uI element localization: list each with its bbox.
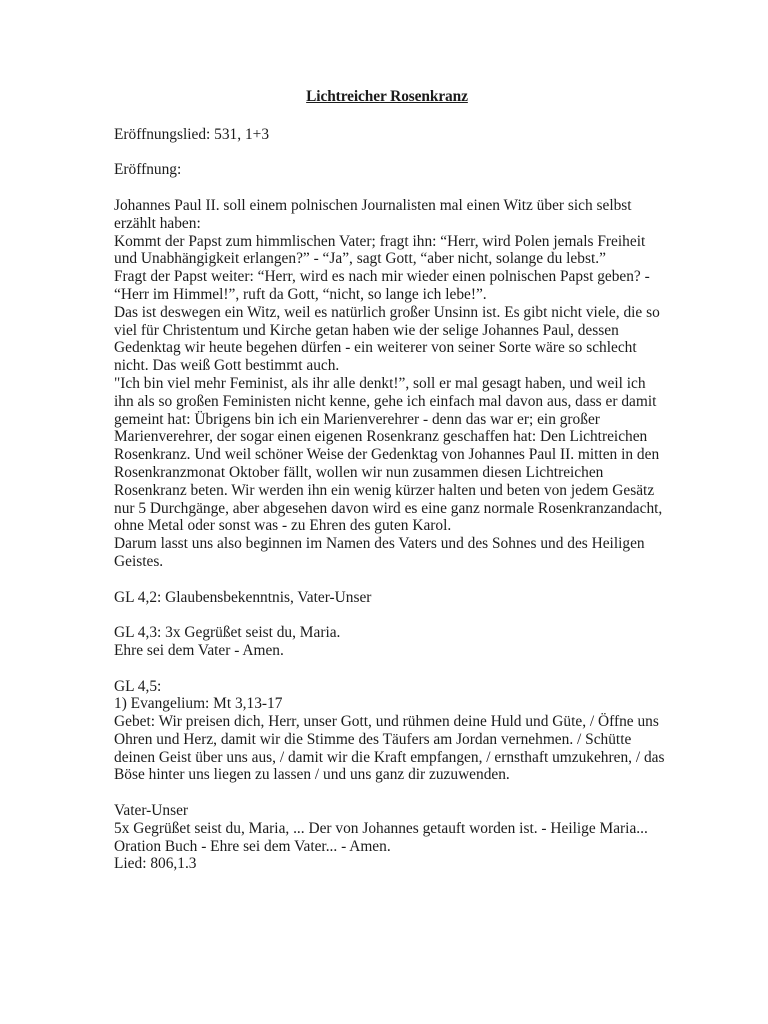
paragraph-block (114, 161, 660, 179)
text-line: Böse hinter uns liegen zu lassen / und uns ganz dir zuzuwenden. (114, 766, 510, 784)
paragraph-block (114, 677, 665, 785)
paragraph-block (114, 802, 660, 873)
text-line: Vater-Unser (114, 802, 189, 820)
text-line: Johannes Paul II. soll einem polnischen Journalisten mal einen Witz über sich selbst (114, 196, 632, 214)
text-line: Rosenkranz beten. Wir werden ihn ein wenig kürzer halten und beten von jedem Gesätz (114, 481, 655, 499)
text-line: und Unabhängigkeit erlangen?” - “Ja”, sagt Gott, “aber nicht, solange du lebst.” (114, 250, 606, 268)
text-line: Das ist deswegen ein Witz, weil es natürlich großer Unsinn ist. Es gibt nicht viele, die so (114, 303, 660, 321)
text-line: erzählt haben: (114, 214, 201, 232)
document-body (114, 125, 665, 873)
paragraph-block (114, 126, 660, 144)
paragraph-block (114, 624, 660, 660)
document-page (114, 88, 665, 891)
text-line: Rosenkranzmonat Oktober fällt, wollen wir nun zusammen diesen Lichtreichen (114, 463, 604, 481)
text-line: gemeint hat: Übrigens bin ich ein Marienverehrer - denn das war er; ein großer (114, 410, 600, 428)
text-line: Gebet: Wir preisen dich, Herr, unser Gott, und rühmen deine Huld und Güte, / Öffne uns (114, 713, 659, 731)
text-line: Lied: 806,1.3 (114, 855, 197, 873)
text-line: "Ich bin viel mehr Feminist, als ihr alle denkt!”, soll er mal gesagt haben, und weil ich (114, 374, 646, 392)
paragraph-block (114, 589, 660, 607)
text-line: Fragt der Papst weiter: “Herr, wird es nach mir wieder einen polnischen Papst geben? - (114, 268, 650, 286)
text-line: GL 4,5: (114, 677, 162, 695)
text-line: Gedenktag wir heute begehen dürfen - ein weiterer von seiner Sorte wäre so schlecht (114, 339, 637, 357)
text-line: “Herr im Himmel!”, ruft da Gott, “nicht, so lange ich lebe!”. (114, 285, 487, 303)
text-line: Marienverehrer, der sogar einen eigenen Rosenkranz geschaffen hat: Den Lichtreichen (114, 428, 648, 446)
text-line: Ehre sei dem Vater - Amen. (114, 641, 284, 659)
text-line: Geistes. (114, 552, 164, 570)
paragraph-block (114, 196, 663, 571)
text-line: ohne Metal oder sonst was - zu Ehren des guten Karol. (114, 517, 452, 535)
text-line: Ohren und Herz, damit wir die Stimme des Täufers am Jordan vernehmen. / Schütte (114, 730, 632, 748)
text-line: 1) Evangelium: Mt 3,13-17 (114, 695, 283, 713)
text-line: Rosenkranz. Und weil schöner Weise der Gedenktag von Johannes Paul II. mitten in den (114, 446, 660, 464)
text-line: GL 4,2: Glaubensbekenntnis, Vater-Unser (114, 588, 372, 606)
text-line: 5x Gegrüßet seist du, Maria, ... Der von Johannes getauft worden ist. - Heilige Maria... (114, 819, 648, 837)
text-line: viel für Christentum und Kirche getan haben wie der selige Johannes Paul, dessen (114, 321, 619, 339)
text-line: nur 5 Durchgänge, aber abgesehen davon wird es eine ganz normale Rosenkranzandacht, (114, 499, 663, 517)
text-line: Kommt der Papst zum himmlischen Vater; fragt ihn: “Herr, wird Polen jemals Freiheit (114, 232, 646, 250)
text-line: ihn als so großen Feministen nicht kenne, gehe ich einfach mal davon aus, dass er damit (114, 392, 657, 410)
text-line: Darum lasst uns also beginnen im Namen des Vaters und des Sohnes und des Heiligen (114, 535, 645, 553)
text-line: Eröffnungslied: 531, 1+3 (114, 125, 270, 143)
document-title: Lichtreicher Rosenkranz (306, 88, 468, 105)
text-line: GL 4,3: 3x Gegrüßet seist du, Maria. (114, 624, 341, 642)
text-line: nicht. Das weiß Gott bestimmt auch. (114, 357, 340, 375)
text-line: Eröffnung: (114, 161, 182, 179)
text-line: Oration Buch - Ehre sei dem Vater... - Amen. (114, 837, 391, 855)
text-line: deinen Geist über uns aus, / damit wir die Kraft empfangen, / ernsthaft umzukehren, / das (114, 748, 665, 766)
